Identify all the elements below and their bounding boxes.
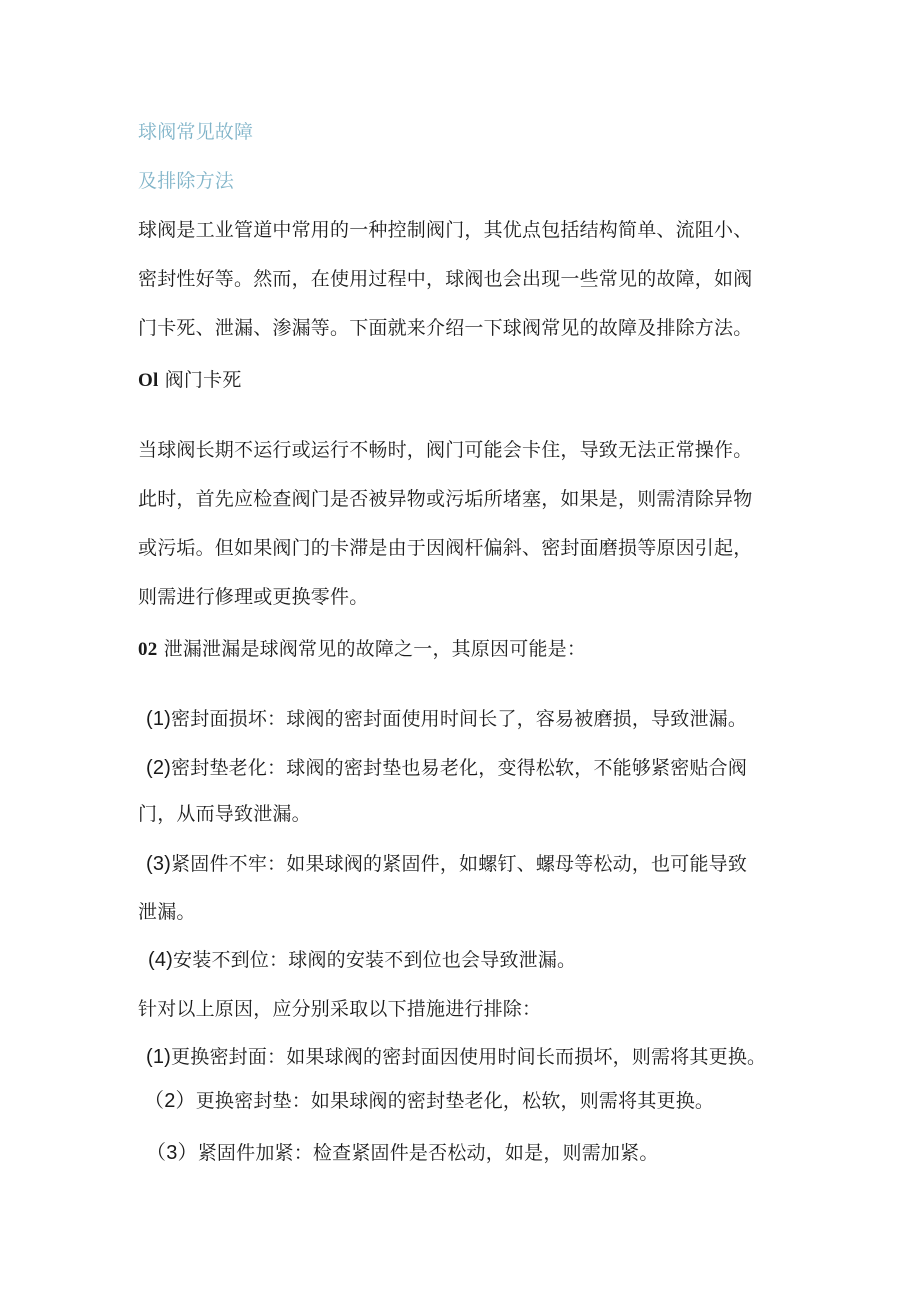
measure-2-number: （2） <box>144 1090 196 1112</box>
measure-1-text: 更换密封面：如果球阀的密封面因使用时间长而损坏，则需将其更换。 <box>171 1046 767 1068</box>
section-2-number: 02 <box>138 639 158 660</box>
cause-2-text: 密封垫老化：球阀的密封垫也易老化，变得松软，不能够紧密贴合阀 <box>171 757 748 779</box>
measure-3-number: （3） <box>146 1142 198 1164</box>
measures-intro: 针对以上原因，应分别采取以下措施进行排除： <box>138 998 542 1020</box>
cause-4-number: (4) <box>148 949 174 971</box>
measure-3-text: 紧固件加紧：检查紧固件是否松动，如是，则需加紧。 <box>197 1142 659 1164</box>
cause-item-1 <box>146 707 747 731</box>
measure-item-1 <box>146 1045 766 1069</box>
intro-line-1: 球阀是工业管道中常用的一种控制阀门，其优点包括结构简单、流阻小、 <box>138 219 753 241</box>
cause-1-text: 密封面损坏：球阀的密封面使用时间长了，容易被磨损，导致泄漏。 <box>171 708 748 730</box>
cause-3-continuation: 泄漏。 <box>138 901 196 923</box>
cause-item-4 <box>148 948 576 972</box>
cause-4-text: 安装不到位：球阀的安装不到位也会导致泄漏。 <box>173 949 577 971</box>
measure-2-text: 更换密封垫：如果球阀的密封垫老化，松软，则需将其更换。 <box>195 1090 715 1112</box>
section-2-title: 泄漏泄漏是球阀常见的故障之一，其原因可能是： <box>163 638 587 660</box>
measure-item-3 <box>146 1141 659 1165</box>
section-1-line-1: 当球阀长期不运行或运行不畅时，阀门可能会卡住，导致无法正常操作。 <box>138 439 753 461</box>
section-1-line-2: 此时，首先应检查阀门是否被异物或污垢所堵塞，如果是，则需清除异物 <box>138 488 753 510</box>
doc-title-line-2: 及排除方法 <box>138 170 235 192</box>
cause-item-2 <box>146 756 747 780</box>
intro-line-2: 密封性好等。然而，在使用过程中，球阀也会出现一些常见的故障，如阀 <box>138 268 753 290</box>
cause-1-number: (1) <box>146 708 172 730</box>
section-1-number: Ol <box>138 370 159 391</box>
cause-2-number: (2) <box>146 757 172 779</box>
measure-item-2 <box>144 1089 714 1113</box>
section-2-heading <box>138 637 586 662</box>
cause-3-text: 紧固件不牢：如果球阀的紧固件，如螺钉、螺母等松动，也可能导致 <box>171 853 748 875</box>
section-1-heading <box>138 368 242 393</box>
cause-2-continuation: 门，从而导致泄漏。 <box>138 803 311 825</box>
section-1-title: 阀门卡死 <box>164 369 242 391</box>
doc-title-line-1: 球阀常见故障 <box>138 121 254 143</box>
intro-line-3: 门卡死、泄漏、渗漏等。下面就来介绍一下球阀常见的故障及排除方法。 <box>138 317 753 339</box>
cause-3-number: (3) <box>146 853 172 875</box>
measure-1-number: (1) <box>146 1046 172 1068</box>
cause-item-3 <box>146 852 747 876</box>
section-1-line-4: 则需进行修理或更换零件。 <box>138 586 369 608</box>
section-1-line-3: 或污垢。但如果阀门的卡滞是由于因阀杆偏斜、密封面磨损等原因引起， <box>138 537 753 559</box>
